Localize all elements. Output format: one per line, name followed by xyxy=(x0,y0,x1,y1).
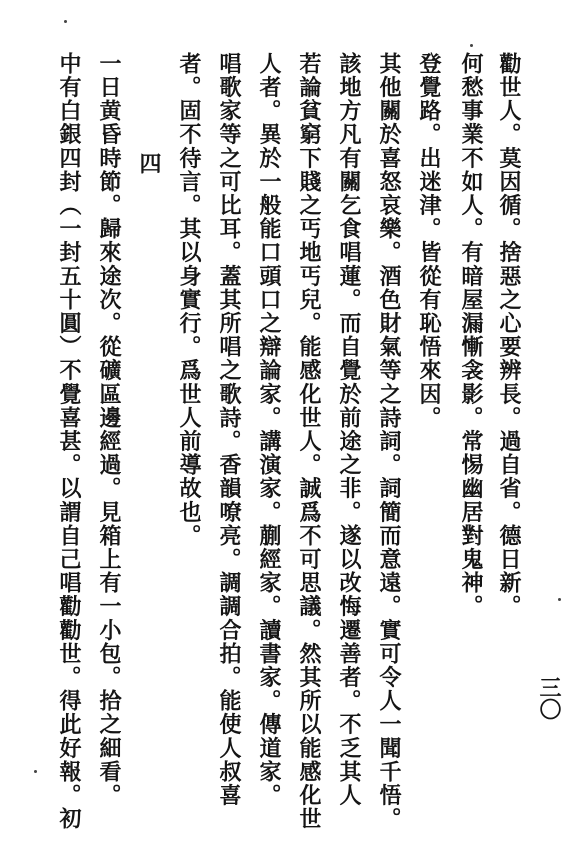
section-column-1: 一日黄昏時節。歸來途次。從礦區邊經過。見箱上有一小包。拾之細看。 xyxy=(96,52,122,808)
text-column-2: 何愁事業不如人。有暗屋漏慚衾影。常惕幽居對鬼神。 xyxy=(458,52,484,619)
section-heading: 四 xyxy=(136,152,162,174)
section-column-2: 中有白銀四封（一封五十圓）不覺喜甚。以謂自己唱勸勸世。得此好報。初 xyxy=(56,52,82,831)
page-number: 三〇 xyxy=(536,676,562,720)
text-column-5: 該地方凡有關乞食唱蓮。而自覺於前途之非。遂以改悔遷善者。不乏其人 xyxy=(336,52,362,808)
text-column-7: 人者。異於一般能口頭口之辯論家。講演家。蒯經家。讀書家。傳道家。 xyxy=(256,52,282,808)
scan-speck xyxy=(34,770,37,773)
scan-speck xyxy=(558,598,561,601)
text-column-6: 若論貧窮下賤之丐地丐兒。能感化世人。誠爲不可思議。然其所以能感化世 xyxy=(296,52,322,831)
scan-speck xyxy=(64,20,67,23)
text-column-9: 者。固不待言。其以身實行。爲世人前導故也。 xyxy=(176,52,202,548)
scan-speck xyxy=(470,44,473,47)
text-column-1: 勸世人。莫因循。捨惡之心要辨長。過自省。德日新。 xyxy=(496,52,522,619)
text-column-8: 唱歌家等之可比耳。蓋其所唱之歌詩。香韻嘹亮。調調合拍。能使人叔喜 xyxy=(216,52,242,808)
text-column-4: 其他關於喜怒哀樂。酒色財氣等之詩詞。詞簡而意遠。實可令人一聞千悟。 xyxy=(376,52,402,831)
text-column-3: 登覺路。出迷津。皆從有恥悟來因。 xyxy=(416,52,442,430)
